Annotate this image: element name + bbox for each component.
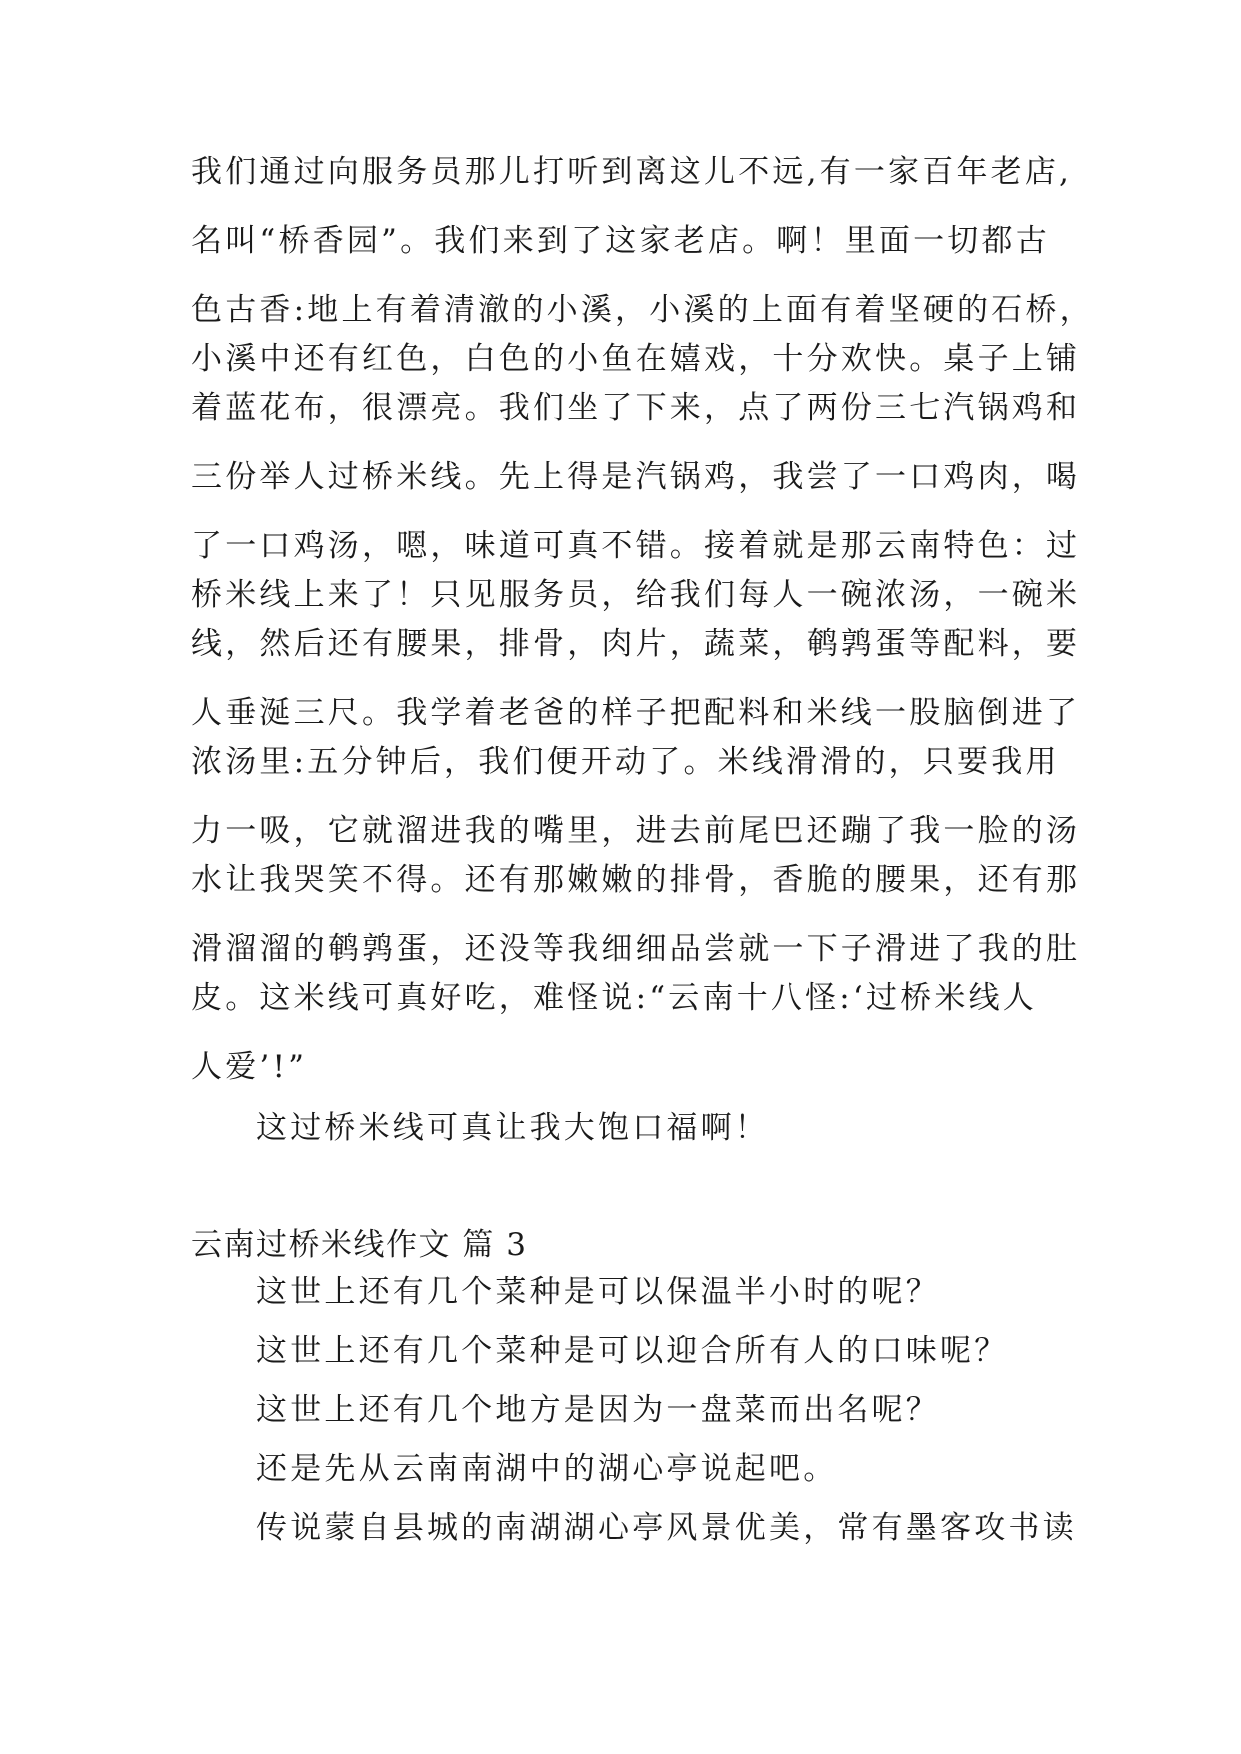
paragraph-line: 小溪中还有红色，白色的小鱼在嬉戏，十分欢快。桌子上铺 <box>191 341 1081 377</box>
paragraph-line: 色古香:地上有着清澈的小溪，小溪的上面有着坚硬的石桥， <box>191 292 1094 328</box>
paragraph-line: 皮。这米线可真好吃，难怪说:“云南十八怪:‘过桥米线人 <box>191 980 1037 1016</box>
section-title: 云南过桥米线作文 篇 3 <box>191 1227 528 1263</box>
paragraph-line: 着蓝花布，很漂亮。我们坐了下来，点了两份三七汽锅鸡和 <box>191 390 1081 426</box>
paragraph-line: 这世上还有几个菜种是可以保温半小时的呢？ <box>256 1274 940 1310</box>
paragraph-line: 浓汤里:五分钟后，我们便开动了。米线滑滑的，只要我用 <box>191 744 1060 780</box>
paragraph-line: 名叫“桥香园”。我们来到了这家老店。啊！里面一切都古 <box>191 223 1050 259</box>
paragraph-line: 这世上还有几个菜种是可以迎合所有人的口味呢？ <box>256 1333 1009 1369</box>
closing-paragraph: 这过桥米线可真让我大饱口福啊！ <box>256 1110 769 1146</box>
paragraph-line: 线，然后还有腰果，排骨，肉片，蔬菜，鹌鹑蛋等配料，要 <box>191 626 1081 662</box>
paragraph-line: 力一吸，它就溜进我的嘴里，进去前尾巴还蹦了我一脸的汤 <box>191 813 1081 849</box>
paragraph-line: 水让我哭笑不得。还有那嫩嫩的排骨，香脆的腰果，还有那 <box>191 862 1081 898</box>
paragraph-line: 传说蒙自县城的南湖湖心亭风景优美，常有墨客攻书读 <box>256 1510 1077 1546</box>
paragraph-line: 还是先从云南南湖中的湖心亭说起吧。 <box>256 1451 838 1487</box>
paragraph-line: 桥米线上来了！只见服务员，给我们每人一碗浓汤，一碗米 <box>191 577 1081 613</box>
paragraph-line: 我们通过向服务员那儿打听到离这儿不远,有一家百年老店, <box>191 154 1073 190</box>
paragraph-line: 了一口鸡汤，嗯，味道可真不错。接着就是那云南特色：过 <box>191 528 1081 564</box>
paragraph-line: 人垂涎三尺。我学着老爸的样子把配料和米线一股脑倒进了 <box>191 695 1081 731</box>
paragraph-line: 这世上还有几个地方是因为一盘菜而出名呢？ <box>256 1392 940 1428</box>
paragraph-line: 三份举人过桥米线。先上得是汽锅鸡，我尝了一口鸡肉，喝 <box>191 459 1081 495</box>
paragraph-line: 滑溜溜的鹌鹑蛋，还没等我细细品尝就一下子滑进了我的肚 <box>191 931 1081 967</box>
paragraph-line: 人爱’!” <box>191 1049 308 1085</box>
